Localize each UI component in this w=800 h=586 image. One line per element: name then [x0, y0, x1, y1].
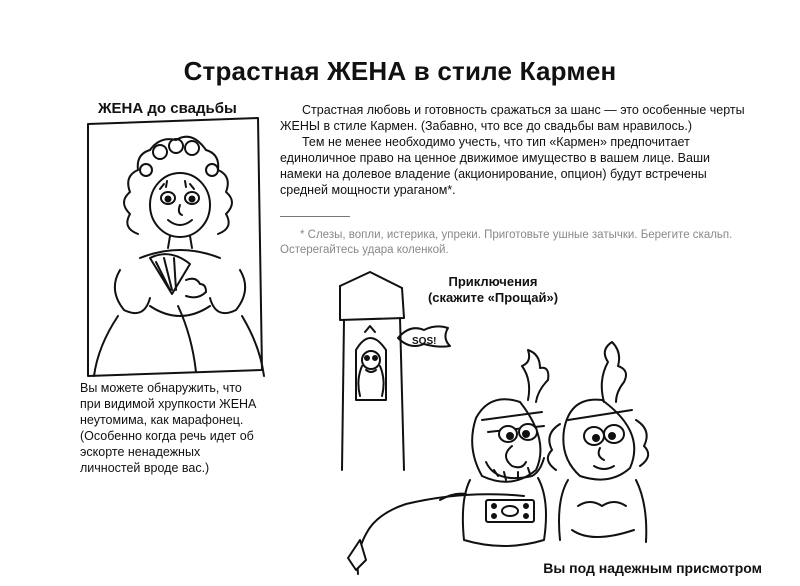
portrait-caption: ЖЕНА до свадьбы	[98, 100, 237, 117]
adventure-label	[418, 274, 568, 306]
side-paragraph-1: Вы можете обнаружить, что при видимой хрупкости ЖЕНА неутомима, как марафонец.	[80, 381, 257, 427]
adventure-subtitle: (скажите «Прощай»)	[427, 290, 559, 305]
intro-paragraph-1: Страстная любовь и готовность сражаться за шанс — это особенные черты ЖЕНЫ в стиле Кармен. (Забавно, что все до свадьбы вам нравилось.)	[280, 103, 745, 133]
adventure-title: Приключения	[448, 274, 538, 289]
intro-text	[280, 102, 750, 198]
side-paragraph-2: (Особенно когда речь идет об эскорте ненадежных личностей вроде вас.)	[80, 429, 254, 475]
footnote: * Слезы, вопли, истерика, упреки. Приготовьте ушные затычки. Берегите скальп. Остерегайтесь удара коленкой.	[280, 229, 733, 256]
intro-paragraph-2: Тем не менее необходимо учесть, что тип «Кармен» предпочитает единоличное право на ценное движимое имущество в вашем лице. Ваши намеки на долевое владение (акционирование, опцион) будут встречены средней мощности ураганом*.	[280, 135, 710, 197]
bottom-caption: Вы под надежным присмотром	[543, 560, 762, 576]
page-title: Страстная ЖЕНА в стиле Кармен	[183, 56, 617, 86]
footnote-divider	[280, 216, 350, 217]
side-text	[80, 380, 260, 476]
sos-flag-text: SOS!	[412, 336, 437, 347]
